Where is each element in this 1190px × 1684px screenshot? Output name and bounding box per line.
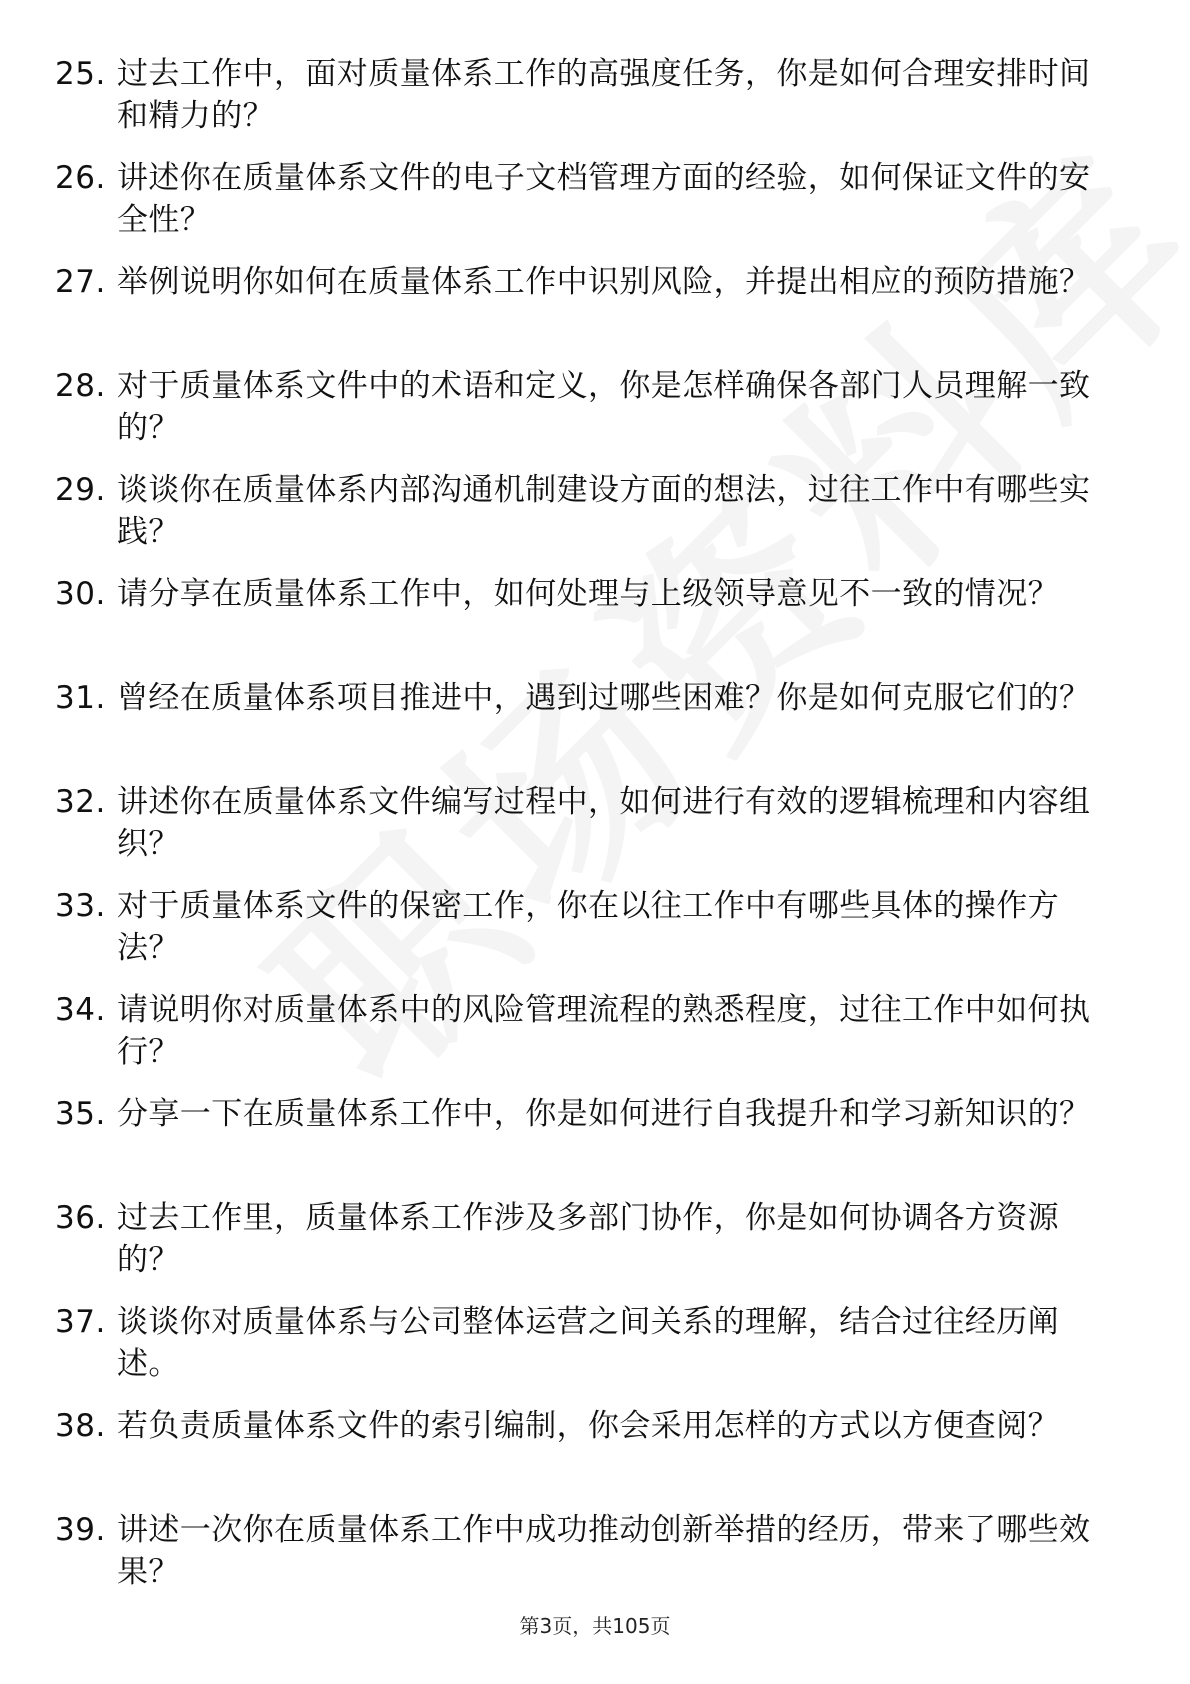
- question-text: 对于质量体系文件中的术语和定义，你是怎样确保各部门人员理解一致的？: [117, 368, 1091, 446]
- question-number: 28.: [55, 368, 106, 404]
- question-text: 过去工作中，面对质量体系工作的高强度任务，你是如何合理安排时间和精力的？: [117, 56, 1091, 134]
- question-number: 30.: [55, 576, 106, 612]
- question-item: [55, 1194, 1135, 1298]
- question-list: [55, 50, 1135, 1610]
- question-item: [55, 570, 1135, 674]
- question-text: 过去工作里，质量体系工作涉及多部门协作，你是如何协调各方资源的？: [117, 1200, 1059, 1278]
- question-number: 27.: [55, 264, 106, 300]
- question-number: 31.: [55, 680, 106, 716]
- question-item: [55, 1402, 1135, 1506]
- question-item: [55, 466, 1135, 570]
- question-text: 请说明你对质量体系中的风险管理流程的熟悉程度，过往工作中如何执行？: [117, 992, 1091, 1070]
- question-text: 举例说明你如何在质量体系工作中识别风险，并提出相应的预防措施？: [117, 264, 1091, 300]
- question-item: [55, 882, 1135, 986]
- question-number: 25.: [55, 56, 106, 92]
- question-item: [55, 1298, 1135, 1402]
- question-number: 36.: [55, 1200, 106, 1236]
- question-number: 34.: [55, 992, 106, 1028]
- question-number: 38.: [55, 1408, 106, 1444]
- question-item: [55, 1506, 1135, 1610]
- question-number: 33.: [55, 888, 106, 924]
- question-text: 对于质量体系文件的保密工作，你在以往工作中有哪些具体的操作方法？: [117, 888, 1059, 966]
- question-number: 35.: [55, 1096, 106, 1132]
- question-number: 29.: [55, 472, 106, 508]
- question-text: 讲述你在质量体系文件编写过程中，如何进行有效的逻辑梳理和内容组织？: [117, 784, 1091, 862]
- question-text: 讲述你在质量体系文件的电子文档管理方面的经验，如何保证文件的安全性？: [117, 160, 1091, 238]
- question-item: [55, 50, 1135, 154]
- question-item: [55, 362, 1135, 466]
- question-text: 讲述一次你在质量体系工作中成功推动创新举措的经历，带来了哪些效果？: [117, 1512, 1091, 1590]
- question-item: [55, 674, 1135, 778]
- question-number: 32.: [55, 784, 106, 820]
- page-footer: 第3页，共105页: [519, 1614, 671, 1638]
- question-item: [55, 1090, 1135, 1194]
- question-text: 谈谈你对质量体系与公司整体运营之间关系的理解，结合过往经历阐述。: [117, 1304, 1059, 1382]
- question-item: [55, 258, 1135, 362]
- question-number: 26.: [55, 160, 106, 196]
- question-text: 请分享在质量体系工作中，如何处理与上级领导意见不一致的情况？: [117, 576, 1059, 612]
- question-text: 若负责质量体系文件的索引编制，你会采用怎样的方式以方便查阅？: [117, 1408, 1059, 1444]
- question-text: 曾经在质量体系项目推进中，遇到过哪些困难？你是如何克服它们的？: [117, 680, 1091, 716]
- question-item: [55, 778, 1135, 882]
- question-number: 39.: [55, 1512, 106, 1548]
- question-text: 谈谈你在质量体系内部沟通机制建设方面的想法，过往工作中有哪些实践？: [117, 472, 1091, 550]
- question-text: 分享一下在质量体系工作中，你是如何进行自我提升和学习新知识的？: [117, 1096, 1091, 1132]
- question-number: 37.: [55, 1304, 106, 1340]
- question-item: [55, 986, 1135, 1090]
- question-item: [55, 154, 1135, 258]
